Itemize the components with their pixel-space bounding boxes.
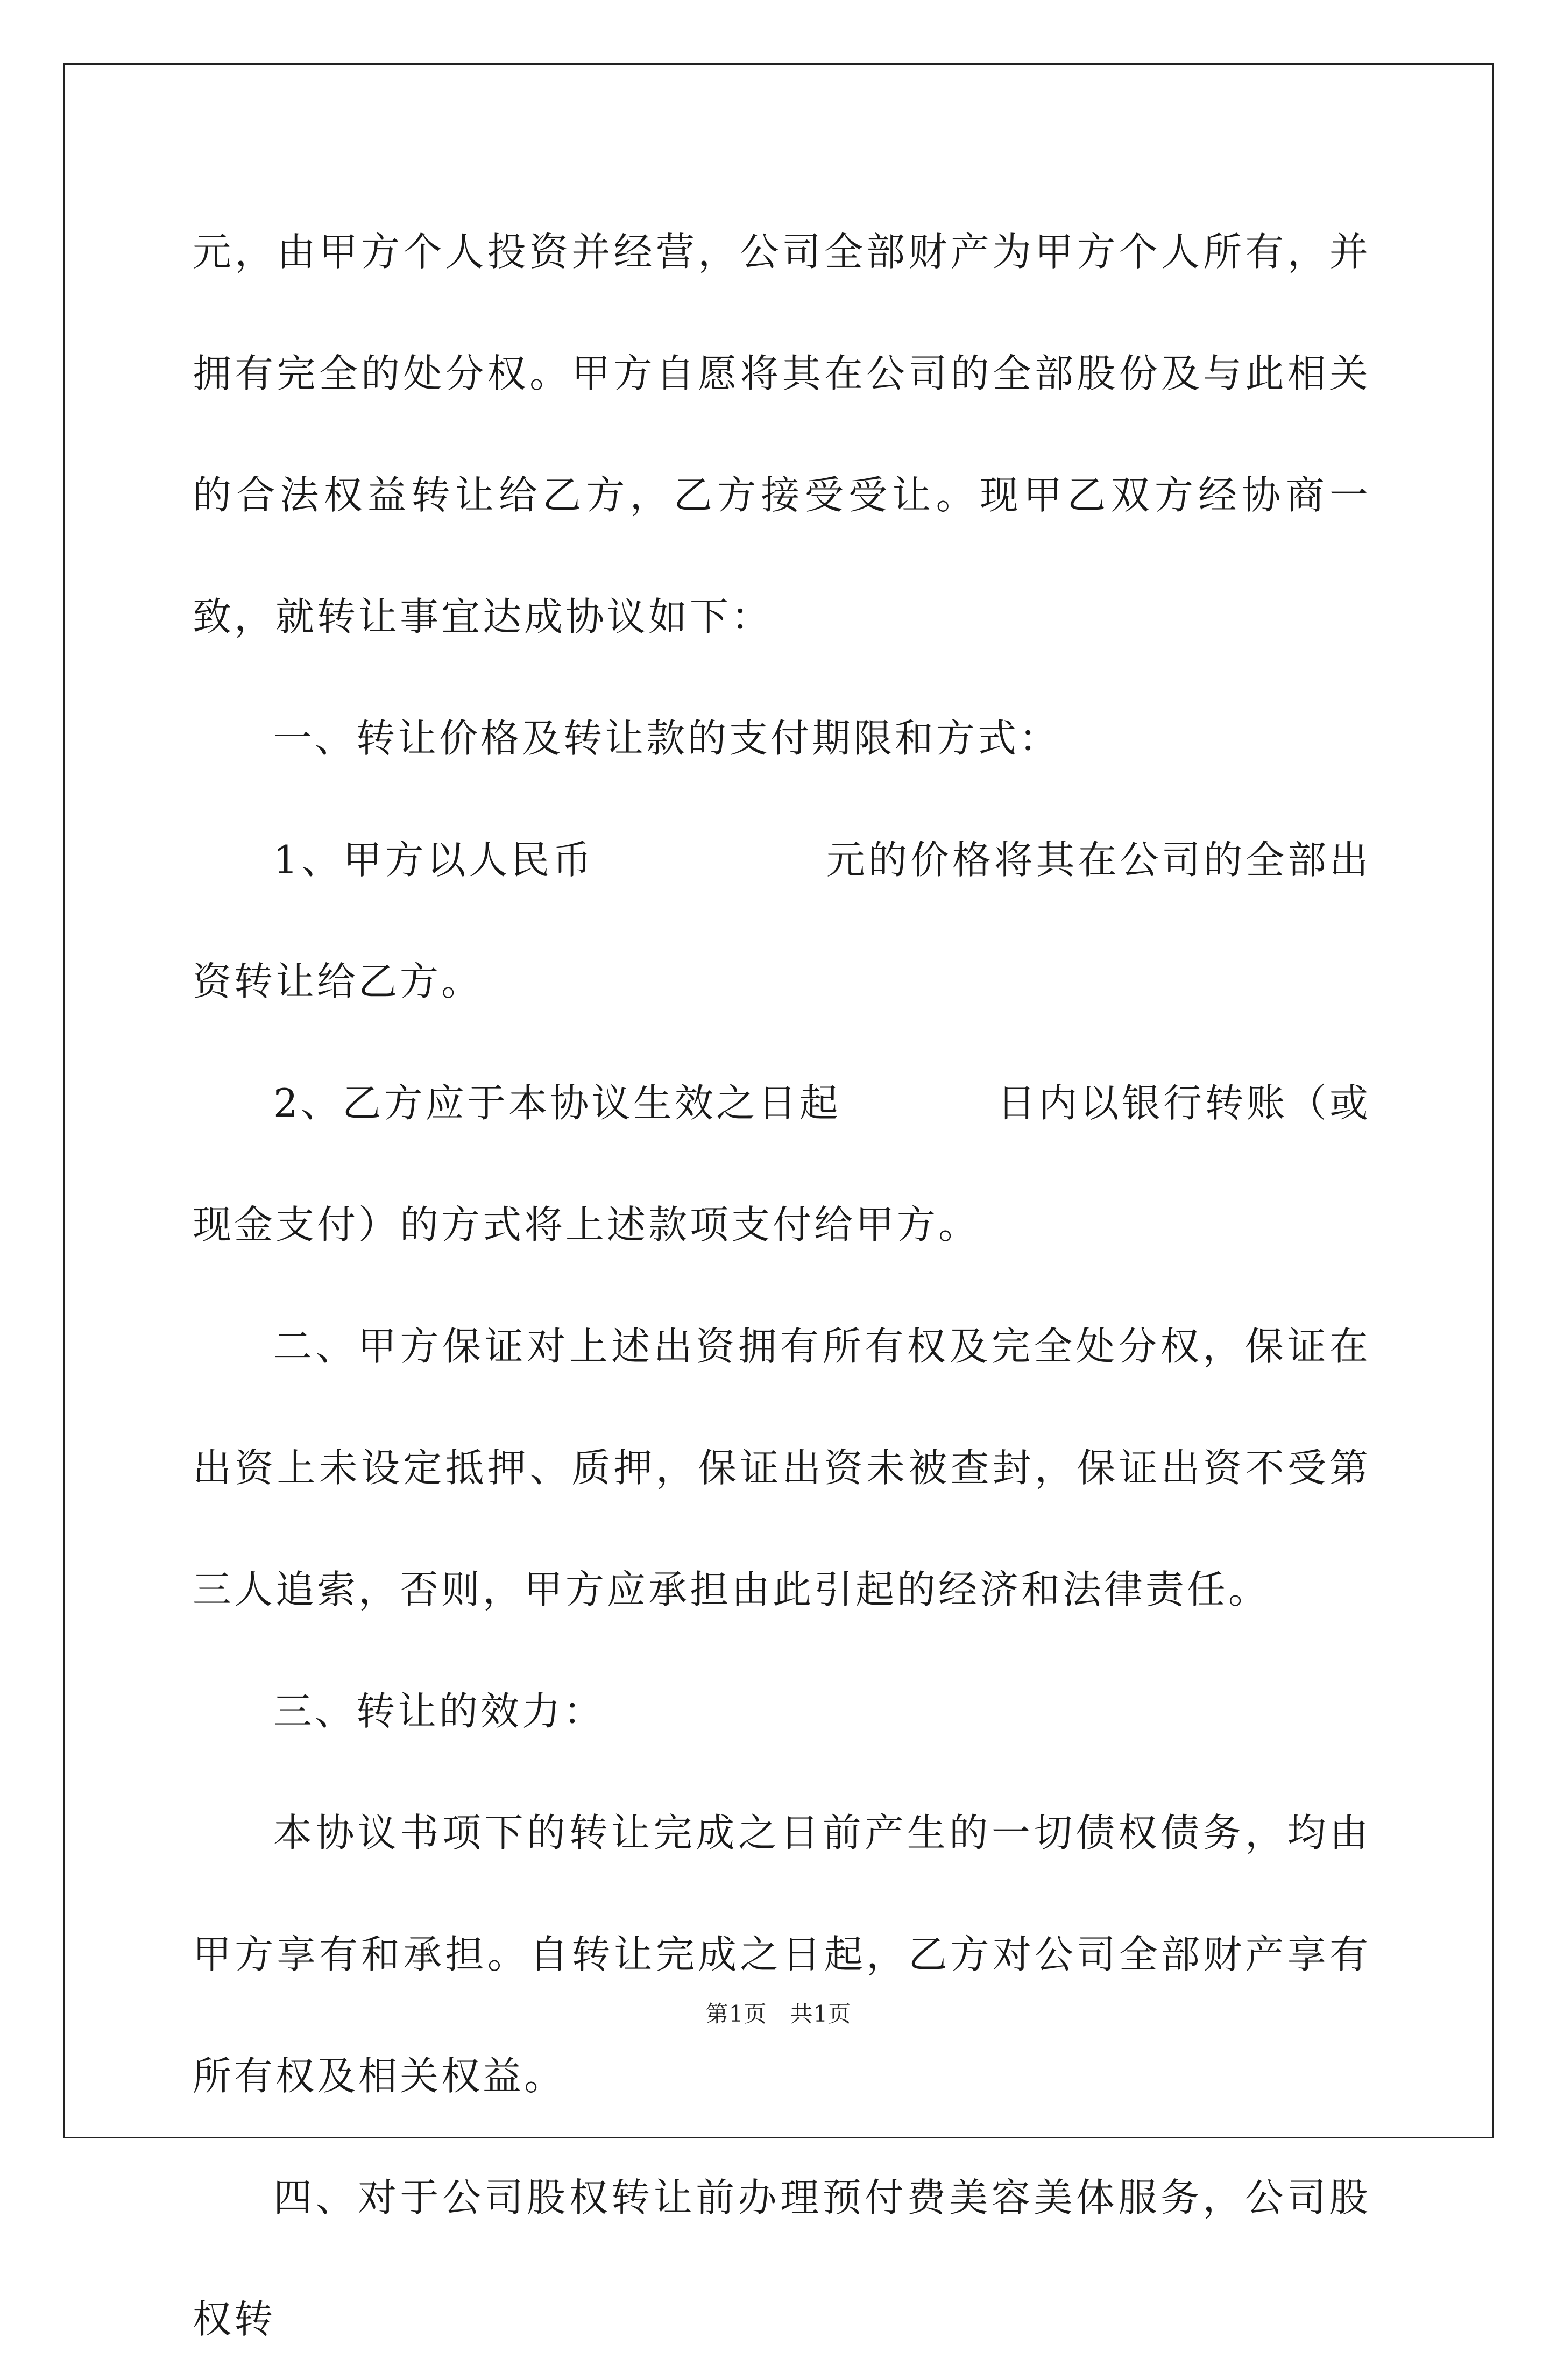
section-1-heading: 一、转让价格及转让款的支付期限和方式： xyxy=(273,716,1061,761)
clause-1-text-before: 1、甲方以人民币 xyxy=(273,837,595,882)
section-3-body: 本协议书项下的转让完成之日前产生的一切债权债务，均由甲方享有和承担。自转让完成之日起，乙方对公司全部财产享有所有权及相关权益。 xyxy=(193,1810,1371,2099)
clause-1-price xyxy=(193,799,1371,1042)
clause-2-text-after: 日内以银行转账（或现金支付）的方式将上述款项支付给甲方。 xyxy=(193,1080,1371,1247)
page-footer xyxy=(0,1996,1557,2029)
section-4-body: 四、对于公司股权转让前办理预付费美容美体服务，公司股权转 xyxy=(193,2175,1371,2342)
section-2-warranty: 二、甲方保证对上述出资拥有所有权及完全处分权，保证在出资上未设定抵押、质押，保证出资未被查封，保证出资不受第三人追索，否则，甲方应承担由此引起的经济和法律责任。 xyxy=(193,1324,1371,1612)
clause-2-payment xyxy=(193,1042,1371,1286)
clause-1-text-after: 元的价格将其在公司的全部出资转让给乙方。 xyxy=(193,837,1371,1004)
section-3-heading: 三、转让的效力： xyxy=(273,1689,605,1734)
clause-2-text-before: 2、乙方应于本协议生效之日起 xyxy=(273,1080,841,1126)
paragraph-intro: 元，由甲方个人投资并经营，公司全部财产为甲方个人所有，并拥有完全的处分权。甲方自愿将其在公司的全部股份及与此相关的合法权益转让给乙方，乙方接受受让。现甲乙双方经协商一致，就转让事宜达成协议如下： xyxy=(193,229,1371,639)
document-body xyxy=(193,191,1371,2380)
page-number: 第1页 共1页 xyxy=(705,2001,852,2027)
